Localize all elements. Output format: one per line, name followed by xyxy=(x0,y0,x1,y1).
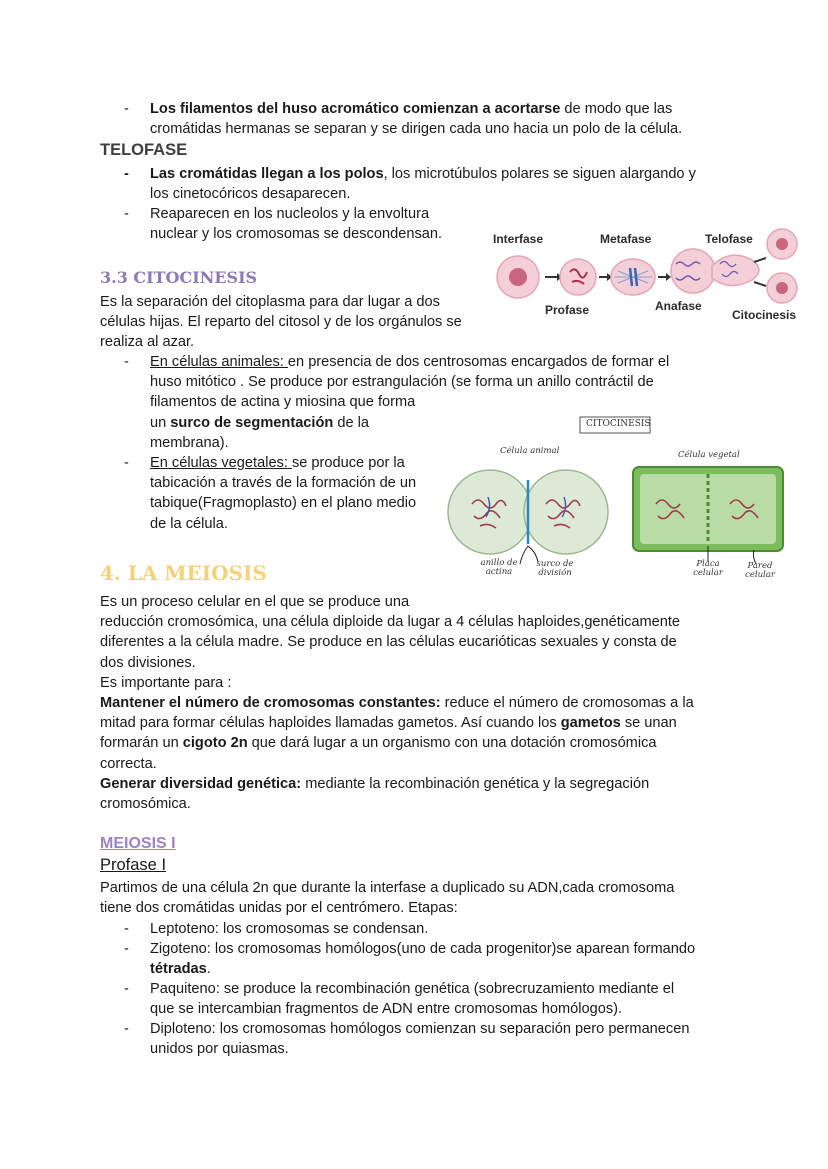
telofase-item-2-line1: Reaparecen en los nucleolos y la envoltura xyxy=(150,206,430,222)
meiosis-heading: 4. LA MEIOSIS xyxy=(100,561,267,585)
meiosis-p1-line3: diferentes a la célula madre. Se produce en las células eucarióticas sexuales y consta de xyxy=(100,634,677,651)
bullet-dash: - xyxy=(124,354,129,370)
plant-cell-title: Célula vegetal xyxy=(678,450,740,460)
cell-anafase xyxy=(671,249,715,293)
animal-line4-post: de la xyxy=(333,414,370,431)
bullet-dash: - xyxy=(124,981,129,997)
label-metafase: Metafase xyxy=(600,232,652,246)
mant-line3-post: que dará lugar a un organismo con una dotación cromosómica xyxy=(247,735,657,752)
label-placa: Placa celular xyxy=(693,559,723,578)
animal-line2: huso mitótico . Se produce por estrangulación (se forma un anillo contráctil de xyxy=(150,374,654,391)
mant-rest: reduce el número de cromosomas a la xyxy=(440,695,694,712)
vegetal-line3: tabique(Fragmoplasto) en el plano medio xyxy=(150,495,417,512)
citocinesis-intro-line3: realiza al azar. xyxy=(100,334,195,351)
mant-line3-bold: cigoto 2n xyxy=(182,735,248,752)
gen-bold: Generar diversidad genética: xyxy=(100,775,302,792)
vegetal-line2: tabicación a través de la formación de un xyxy=(150,475,417,492)
cell-metafase xyxy=(611,259,655,295)
citocinesis-intro-line1: Es la separación del citoplasma para dar lugar a dos xyxy=(100,294,440,310)
meiosis-importante: Es importante para : xyxy=(100,674,232,691)
cell-citocinesis-bottom xyxy=(767,273,797,303)
label-interfase: Interfase xyxy=(493,232,544,246)
mant-line4: correcta. xyxy=(100,755,157,772)
animal-line3: filamentos de actina y miosina que forma xyxy=(150,394,416,411)
mant-line3-pre: formarán un xyxy=(100,735,183,752)
citocinesis-intro xyxy=(100,292,485,353)
anafase-item xyxy=(150,99,790,139)
animal-cell-title: Célula animal xyxy=(500,446,560,456)
profase1-heading: Profase I xyxy=(100,856,167,874)
zigoteno-item xyxy=(150,939,790,979)
anafase-line2: cromátidas hermanas se separan y se dirigen cada uno hacia un polo de la célula. xyxy=(150,121,683,138)
telofase-item-1-line2: los cinetocóricos desaparecen. xyxy=(150,186,351,203)
zigoteno-line1: Zigoteno: los cromosomas homólogos(uno de cada progenitor)se aparean formando xyxy=(150,941,696,957)
animal-line4-bold: surco de segmentación xyxy=(170,414,334,431)
animal-line4-pre: un xyxy=(150,414,171,431)
telofase-item-1-rest: , los microtúbulos polares se siguen alargando y xyxy=(383,166,696,182)
mant-line2-bold: gametos xyxy=(560,715,621,732)
cell-profase xyxy=(560,259,596,295)
telofase-item-2-line2: nuclear y los cromosomas se descondensan. xyxy=(150,226,443,243)
animal-label: En células animales: xyxy=(150,354,288,370)
leptoteno-item: Leptoteno: los cromosomas se condensan. xyxy=(150,921,429,937)
bullet-dash: - xyxy=(124,1021,129,1037)
telofase-item-1 xyxy=(150,164,790,204)
citocinesis-heading: 3.3 CITOCINESIS xyxy=(100,268,258,287)
bullet-dash: - xyxy=(124,206,129,222)
diploteno-item xyxy=(150,1019,790,1059)
vegetal-label: En células vegetales: xyxy=(150,455,292,471)
label-pared: Pared celular xyxy=(745,561,775,580)
anafase-bold: Los filamentos del huso acromático comienzan a acortarse xyxy=(150,101,561,117)
mant-bold: Mantener el número de cromosomas constantes: xyxy=(100,695,441,712)
bullet-dash: - xyxy=(124,166,129,182)
zigoteno-end: . xyxy=(206,961,211,978)
gen-line2: cromosómica. xyxy=(100,796,191,813)
meiosis-intro xyxy=(100,592,800,814)
mant-line2-pre: mitad para formar células haploides llamadas gametos. Así cuando los xyxy=(100,715,561,732)
telofase-heading: TELOFASE xyxy=(100,141,188,159)
cell-telofase xyxy=(712,255,759,285)
meiosis-p1-line4: dos divisiones. xyxy=(100,654,196,671)
plant-cell xyxy=(633,467,783,564)
bullet-dash: - xyxy=(124,921,129,937)
profase1-line1: Partimos de una célula 2n que durante la interfase a duplicado su ADN,cada cromosoma xyxy=(100,880,675,896)
cyto-figure-title: CITOCINESIS xyxy=(586,419,651,429)
anafase-rest: de modo que las xyxy=(560,101,673,117)
paquiteno-item xyxy=(150,979,790,1019)
animal-line5: membrana). xyxy=(150,434,229,451)
animal-line1-rest: en presencia de dos centrosomas encargados de formar el xyxy=(287,354,670,370)
animal-cell xyxy=(448,470,608,564)
cell-interfase xyxy=(497,256,539,298)
vegetal-line4: de la célula. xyxy=(150,515,228,532)
phases-figure xyxy=(490,228,810,328)
label-anillo: anillo de actina xyxy=(480,558,518,577)
diploteno-line2: unidos por quiasmas. xyxy=(150,1041,289,1058)
mant-line2-post: se unan xyxy=(620,715,677,732)
diploteno-line1: Diploteno: los cromosomas homólogos comienzan su separación pero permanecen xyxy=(150,1021,690,1037)
citocinesis-intro-line2: células hijas. El reparto del citosol y de los orgánulos se xyxy=(100,314,462,331)
label-telofase: Telofase xyxy=(705,232,753,246)
vegetal-line1-rest: se produce por la xyxy=(291,455,405,471)
label-citocinesis: Citocinesis xyxy=(732,308,797,322)
bullet-dash: - xyxy=(124,455,129,471)
bullet-dash: - xyxy=(124,941,129,957)
meiosis-p1-line2: reducción cromosómica, una célula diploide da lugar a 4 células haploides,genéticamente xyxy=(100,614,681,631)
telofase-item-1-bold: Las cromátidas llegan a los polos xyxy=(150,166,384,182)
label-surco: surco de división xyxy=(536,559,574,578)
paquiteno-line1: Paquiteno: se produce la recombinación genética (sobrecruzamiento mediante el xyxy=(150,981,675,997)
cytokinesis-figure xyxy=(440,412,785,584)
telofase-item-2 xyxy=(150,204,480,244)
profase1-intro xyxy=(100,878,800,918)
cell-citocinesis-top xyxy=(767,229,797,259)
label-profase: Profase xyxy=(545,303,590,317)
profase1-line2: tiene dos cromátidas unidas por el centrómero. Etapas: xyxy=(100,900,458,917)
gen-rest: mediante la recombinación genética y la segregación xyxy=(301,775,650,792)
meiosis1-heading: MEIOSIS I xyxy=(100,835,176,852)
label-anafase: Anafase xyxy=(655,299,702,313)
bullet-dash: - xyxy=(124,101,129,117)
citocinesis-vegetal xyxy=(150,453,440,534)
paquiteno-line2: que se intercambian fragmentos de ADN entre cromosomas homólogos). xyxy=(150,1001,623,1018)
meiosis-p1-line1: Es un proceso celular en el que se produce una xyxy=(100,594,410,610)
zigoteno-bold: tétradas xyxy=(150,961,207,978)
